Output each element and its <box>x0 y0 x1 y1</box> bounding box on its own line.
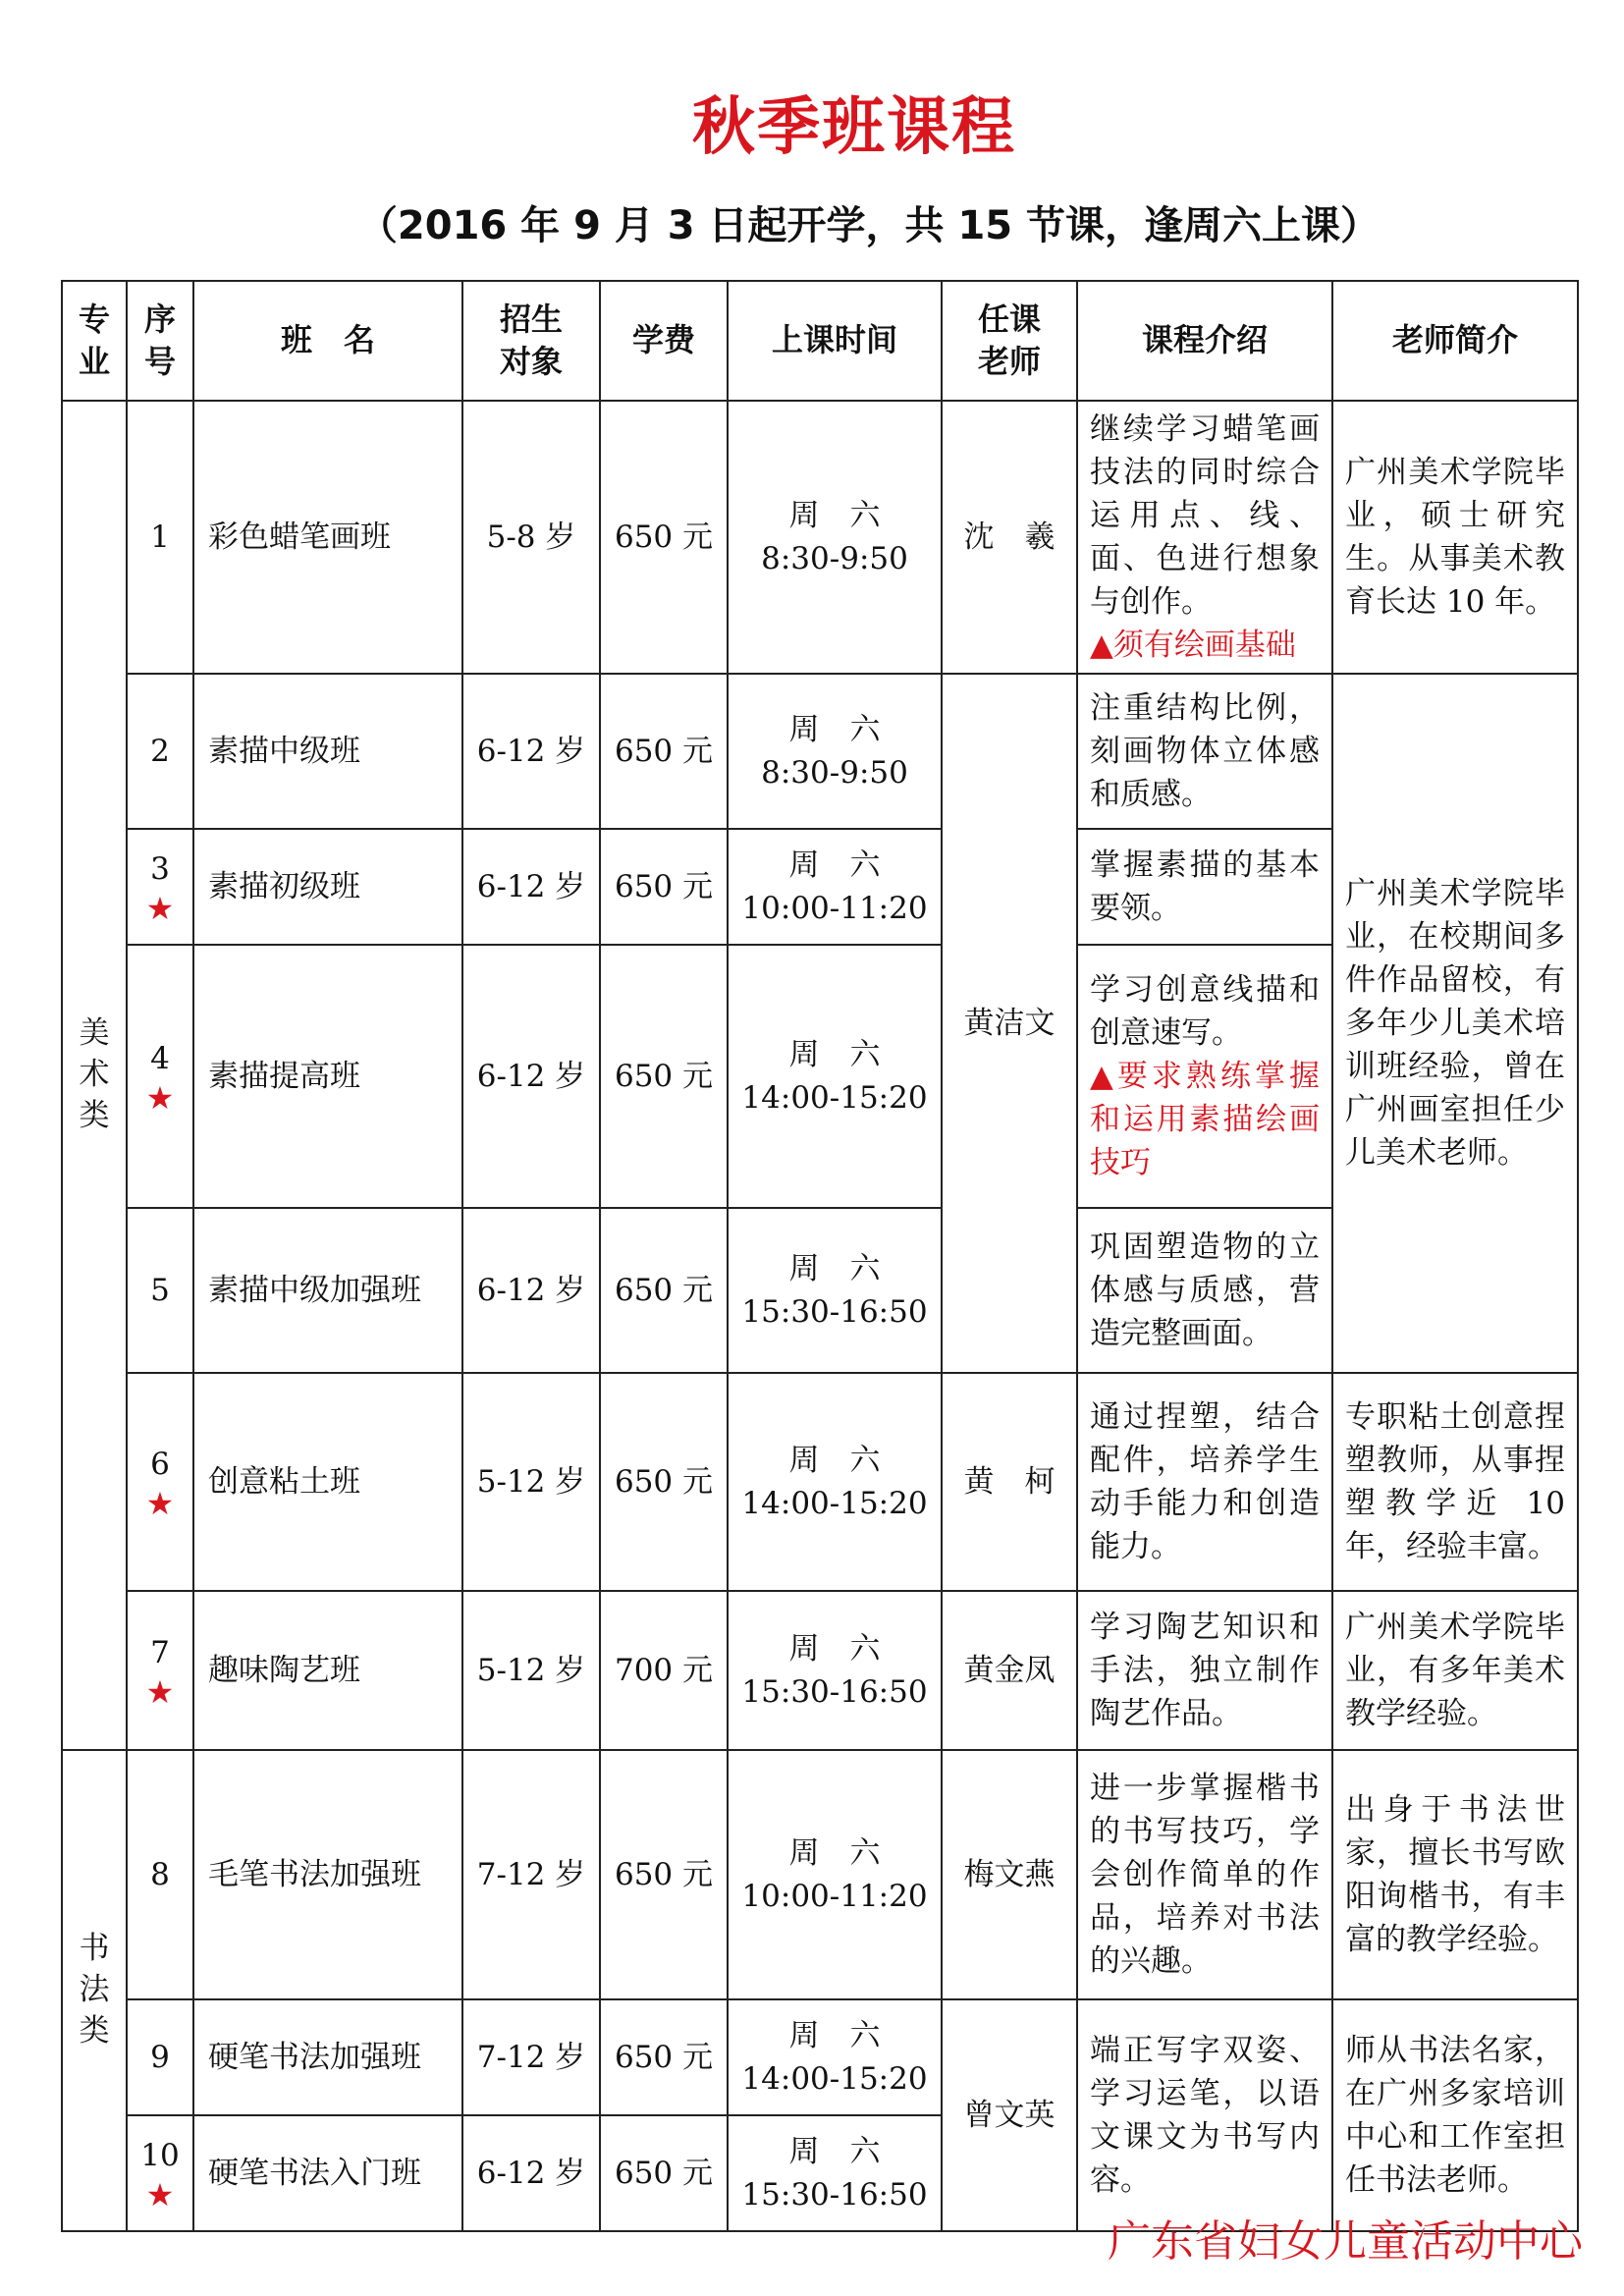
featured-star-icon: ★ <box>145 2175 175 2214</box>
teacher-name: 沈 羲 <box>942 401 1077 674</box>
header-class-name: 班 名 <box>193 281 462 401</box>
class-fee: 650 元 <box>600 674 728 829</box>
table-row <box>62 1591 1578 1750</box>
teacher-intro: 出身于书法世家，擅长书写欧阳询楷书，有丰富的教学经验。 <box>1332 1750 1578 1999</box>
course-requirement: ▲要求熟练掌握和运用素描绘画技巧 <box>1090 1059 1320 1181</box>
course-intro: 巩固塑造物的立体感与质感，营造完整画面。 <box>1077 1208 1332 1373</box>
class-time: 周 六 15:30-16:50 <box>728 2115 942 2231</box>
class-age: 5-12 岁 <box>462 1591 600 1750</box>
class-name: 硬笔书法入门班 <box>193 2115 462 2231</box>
header-teacher: 任课 老师 <box>942 281 1077 401</box>
row-number: 9 <box>127 1999 193 2115</box>
course-intro: 端正写字双姿、学习运笔，以语文课文为书写内容。 <box>1077 1999 1332 2231</box>
course-intro: 学习创意线描和创意速写。 ▲要求熟练掌握和运用素描绘画技巧 <box>1077 945 1332 1208</box>
teacher-name: 黄洁文 <box>942 674 1077 1373</box>
teacher-intro: 广州美术学院毕业，硕士研究生。从事美术教育长达 10 年。 <box>1332 401 1578 674</box>
table-row <box>62 401 1578 674</box>
category-calligraphy: 书法类 <box>62 1750 127 2231</box>
header-fee: 学费 <box>600 281 728 401</box>
teacher-intro: 广州美术学院毕业，在校期间多件作品留校，有多年少儿美术培训班经验，曾在广州画室担任少儿美术老师。 <box>1332 674 1578 1373</box>
featured-star-icon: ★ <box>145 1672 175 1711</box>
class-name: 素描初级班 <box>193 829 462 945</box>
teacher-intro: 师从书法名家，在广州多家培训中心和工作室担任书法老师。 <box>1332 1999 1578 2231</box>
featured-star-icon: ★ <box>145 1484 175 1522</box>
class-time: 周 六 14:00-15:20 <box>728 945 942 1208</box>
class-age: 6-12 岁 <box>462 829 600 945</box>
row-number: 2 <box>127 674 193 829</box>
course-intro: 注重结构比例，刻画物体立体感和质感。 <box>1077 674 1332 829</box>
teacher-intro: 专职粘土创意捏塑教师，从事捏塑教学近 10 年，经验丰富。 <box>1332 1373 1578 1591</box>
class-name: 趣味陶艺班 <box>193 1591 462 1750</box>
course-requirement: ▲须有绘画基础 <box>1090 628 1296 664</box>
teacher-name: 梅文燕 <box>942 1750 1077 1999</box>
class-name: 硬笔书法加强班 <box>193 1999 462 2115</box>
organization-footer: 广东省妇女儿童活动中心 <box>1108 2216 1583 2267</box>
row-number: 4 ★ <box>127 945 193 1208</box>
class-time: 周 六 8:30-9:50 <box>728 674 942 829</box>
header-course-intro: 课程介绍 <box>1077 281 1332 401</box>
category-art: 美术类 <box>62 401 127 1750</box>
class-fee: 650 元 <box>600 401 728 674</box>
page-title: 秋季班课程 <box>692 91 1016 164</box>
row-number: 8 <box>127 1750 193 1999</box>
class-age: 6-12 岁 <box>462 945 600 1208</box>
class-name: 素描中级班 <box>193 674 462 829</box>
class-time: 周 六 14:00-15:20 <box>728 1999 942 2115</box>
class-name: 创意粘土班 <box>193 1373 462 1591</box>
row-number: 5 <box>127 1208 193 1373</box>
header-number: 序 号 <box>127 281 193 401</box>
row-number: 6 ★ <box>127 1373 193 1591</box>
header-teacher-intro: 老师简介 <box>1332 281 1578 401</box>
row-number: 7 ★ <box>127 1591 193 1750</box>
table-row <box>62 1373 1578 1591</box>
class-age: 7-12 岁 <box>462 1999 600 2115</box>
teacher-intro: 广州美术学院毕业，有多年美术教学经验。 <box>1332 1591 1578 1750</box>
class-time: 周 六 15:30-16:50 <box>728 1591 942 1750</box>
class-name: 彩色蜡笔画班 <box>193 401 462 674</box>
class-fee: 650 元 <box>600 829 728 945</box>
course-intro: 通过捏塑，结合配件，培养学生动手能力和创造能力。 <box>1077 1373 1332 1591</box>
class-fee: 700 元 <box>600 1591 728 1750</box>
class-fee: 650 元 <box>600 1750 728 1999</box>
class-time: 周 六 8:30-9:50 <box>728 401 942 674</box>
featured-star-icon: ★ <box>145 1078 175 1117</box>
table-header-row <box>62 281 1578 401</box>
class-fee: 650 元 <box>600 1999 728 2115</box>
class-time: 周 六 15:30-16:50 <box>728 1208 942 1373</box>
class-age: 6-12 岁 <box>462 1208 600 1373</box>
class-fee: 650 元 <box>600 1373 728 1591</box>
class-name: 素描中级加强班 <box>193 1208 462 1373</box>
class-fee: 650 元 <box>600 1208 728 1373</box>
class-name: 毛笔书法加强班 <box>193 1750 462 1999</box>
table-row <box>62 1750 1578 1999</box>
table-row <box>62 674 1578 829</box>
teacher-name: 黄 柯 <box>942 1373 1077 1591</box>
class-age: 5-12 岁 <box>462 1373 600 1591</box>
class-age: 5-8 岁 <box>462 401 600 674</box>
class-age: 6-12 岁 <box>462 2115 600 2231</box>
course-intro: 进一步掌握楷书的书写技巧，学会创作简单的作品，培养对书法的兴趣。 <box>1077 1750 1332 1999</box>
course-intro: 继续学习蜡笔画技法的同时综合运用点、线、面、色进行想象与创作。 ▲须有绘画基础 <box>1077 401 1332 674</box>
teacher-name: 曾文英 <box>942 1999 1077 2231</box>
course-intro: 学习陶艺知识和手法，独立制作陶艺作品。 <box>1077 1591 1332 1750</box>
course-intro: 掌握素描的基本要领。 <box>1077 829 1332 945</box>
class-time: 周 六 14:00-15:20 <box>728 1373 942 1591</box>
class-time: 周 六 10:00-11:20 <box>728 1750 942 1999</box>
row-number: 1 <box>127 401 193 674</box>
header-target: 招生 对象 <box>462 281 600 401</box>
page-subtitle: （2016 年 9 月 3 日起开学，共 15 节课，逢周六上课） <box>357 203 1380 248</box>
course-table <box>61 280 1579 2232</box>
class-fee: 650 元 <box>600 2115 728 2231</box>
class-fee: 650 元 <box>600 945 728 1208</box>
header-major: 专 业 <box>62 281 127 401</box>
class-name: 素描提高班 <box>193 945 462 1208</box>
header-time: 上课时间 <box>728 281 942 401</box>
class-age: 7-12 岁 <box>462 1750 600 1999</box>
class-time: 周 六 10:00-11:20 <box>728 829 942 945</box>
class-age: 6-12 岁 <box>462 674 600 829</box>
row-number: 10 ★ <box>127 2115 193 2231</box>
table-row <box>62 1999 1578 2115</box>
teacher-name: 黄金凤 <box>942 1591 1077 1750</box>
featured-star-icon: ★ <box>145 889 175 927</box>
row-number: 3 ★ <box>127 829 193 945</box>
